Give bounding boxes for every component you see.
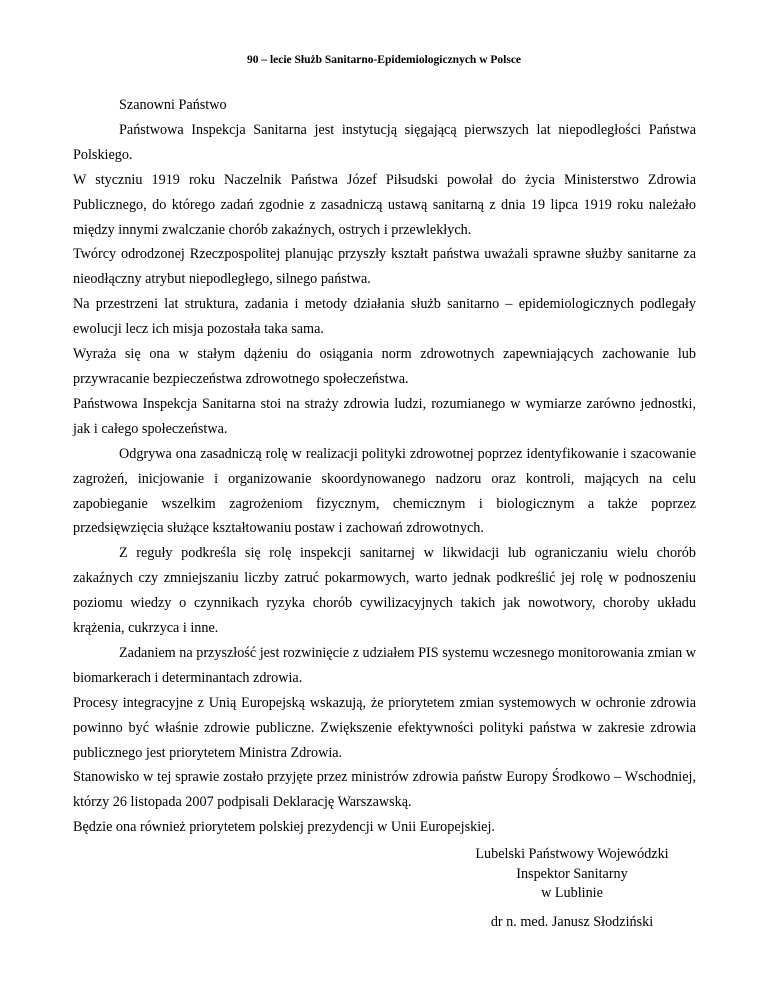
paragraph-3: Twórcy odrodzonej Rzeczpospolitej planując przyszły kształt państwa uważali sprawne służby sanitarne za nieodłączny atrybut niepodległego, silnego państwa. bbox=[73, 246, 696, 288]
signature-line-2: Inspektor Sanitarny bbox=[516, 865, 628, 882]
paragraph-5: Wyraża się ona w stałym dążeniu do osiągania norm zdrowotnych zapewniających zachowanie lub przywracanie bezpieczeństwa zdrowotnego społeczeństwa. bbox=[73, 346, 696, 387]
paragraph-8: Z reguły podkreśla się rolę inspekcji sanitarnej w likwidacji lub ograniczaniu wielu chorób zakaźnych czy zmniejszaniu liczby zatruć pokarmowych, warto jednak podkreślić jej rolę w podnoszeniu poziomu wiedzy o czynnikach ryzyka chorób cywilizacyjnych takich jak nowotwory, choroby układu krążenia, cukrzyca i inne. bbox=[73, 545, 696, 637]
signature-block bbox=[442, 845, 702, 932]
paragraph-11: Stanowisko w tej sprawie zostało przyjęte przez ministrów zdrowia państw Europy Środkowo – Wschodniej, którzy 26 listopada 2007 podpisali Deklarację Warszawską. bbox=[73, 769, 696, 811]
paragraph-12: Będzie ona również priorytetem polskiej prezydencji w Unii Europejskiej. bbox=[73, 819, 495, 836]
paragraph-6: Państwowa Inspekcja Sanitarna stoi na straży zdrowia ludzi, rozumianego w wymiarze zarówno jednostki, jak i całego społeczeństwa. bbox=[73, 395, 696, 437]
document-title: 90 – lecie Służb Sanitarno-Epidemiologicznych w Polsce bbox=[246, 54, 522, 66]
paragraph-10: Procesy integracyjne z Unią Europejską wskazują, że priorytetem zmian systemowych w ochronie zdrowia powinno być właśnie zdrowie publiczne. Zwiększenie efektywności polityki państwa w zakresie zdrowia publicznego jest priorytetem Ministra Zdrowia. bbox=[73, 694, 696, 761]
document-body bbox=[73, 93, 696, 840]
signature-line-3: w Lublinie bbox=[541, 885, 603, 901]
paragraph-4: Na przestrzeni lat struktura, zadania i metody działania służb sanitarno – epidemiologicznych podlegały ewolucji lecz ich misja pozostała taka sama. bbox=[73, 296, 696, 338]
paragraph-9: Zadaniem na przyszłość jest rozwinięcie z udziałem PIS systemu wczesnego monitorowania zmian w biomarkerach i determinantach zdrowia. bbox=[73, 644, 696, 686]
signature-line-1: Lubelski Państwowy Wojewódzki bbox=[475, 846, 669, 862]
paragraph-2: W styczniu 1919 roku Naczelnik Państwa Józef Piłsudski powołał do życia Ministerstwo Zdrowia Publicznego, do którego zadań zgodnie z zasadniczą ustawą sanitarną z dnia 19 lipca 1919 roku należało między innymi zwalczanie chorób zakaźnych, ostrych i przewlekłych. bbox=[73, 171, 696, 238]
salutation: Szanowni Państwo bbox=[119, 97, 227, 113]
paragraph-1: Państwowa Inspekcja Sanitarna jest instytucją sięgającą pierwszych lat niepodległości Państwa Polskiego. bbox=[73, 121, 696, 163]
paragraph-7: Odgrywa ona zasadniczą rolę w realizacji polityki zdrowotnej poprzez identyfikowanie i szacowanie zagrożeń, inicjowanie i organizowanie skoordynowanego nadzoru oraz kontroli, mających na celu zapobieganie wszelkim zagrożeniom fizycznym, chemicznym i biologicznym a także poprzez przedsięwzięcia służące kształtowaniu postaw i zachowań zdrowotnych. bbox=[73, 445, 696, 537]
signature-name: dr n. med. Janusz Słodziński bbox=[490, 913, 654, 930]
